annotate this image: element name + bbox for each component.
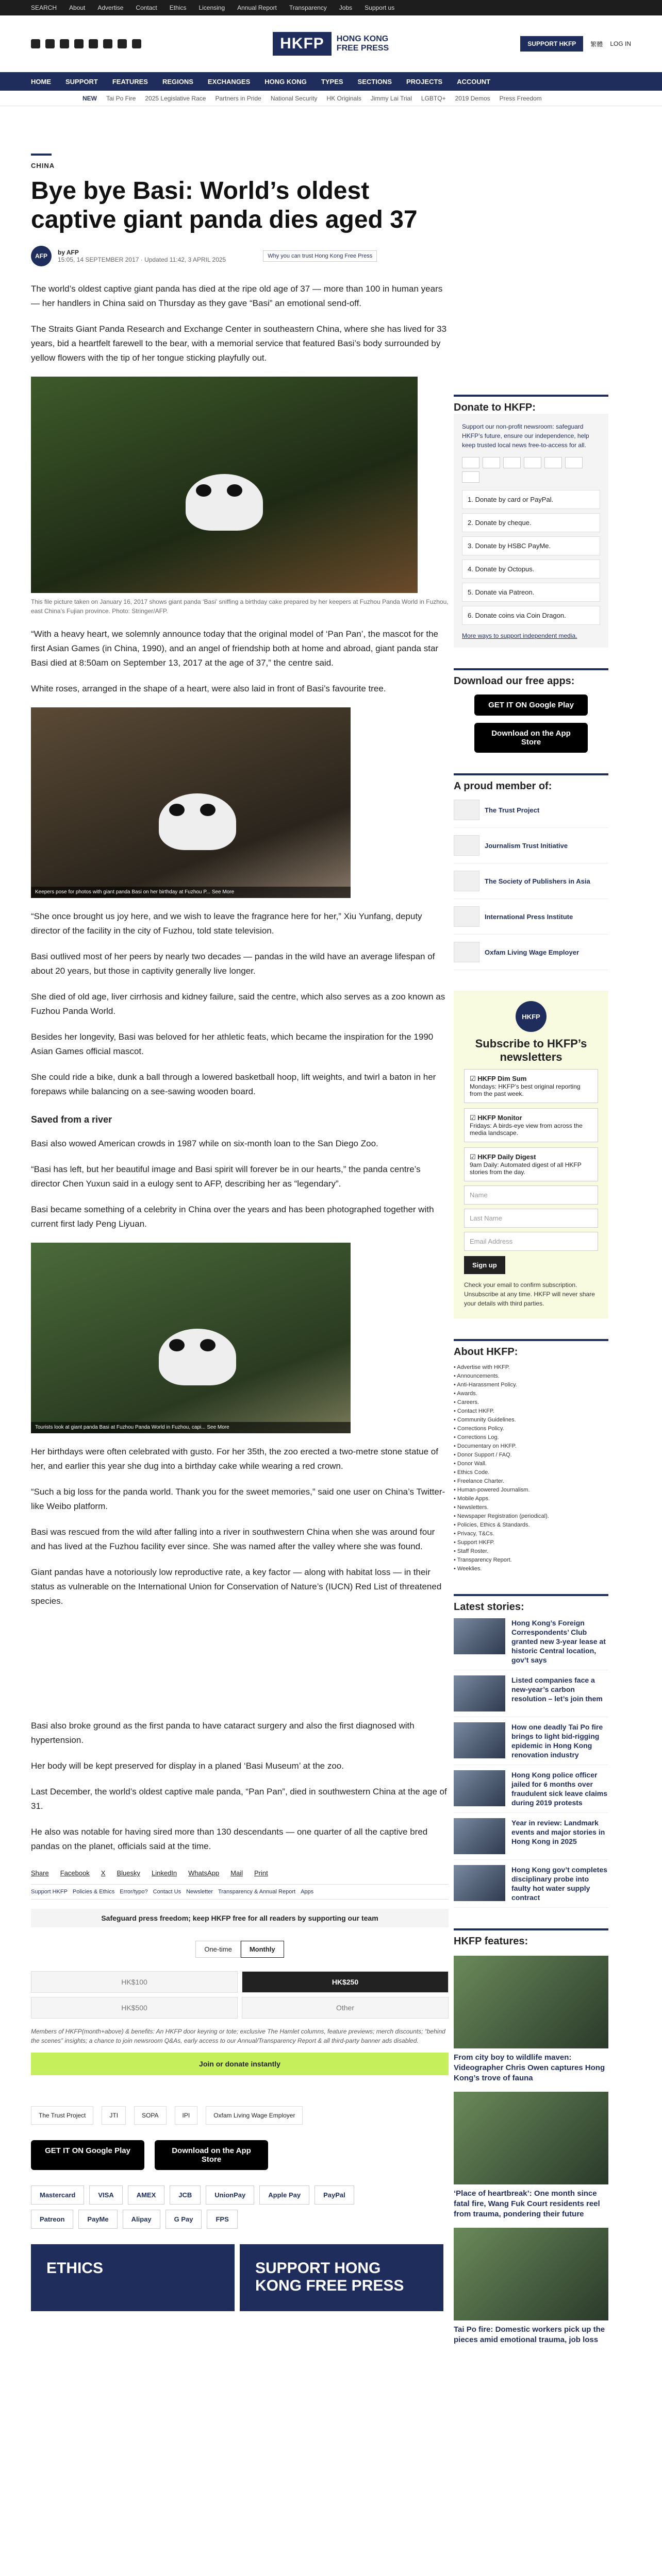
social-icons [31,39,141,48]
donate-option[interactable]: 6. Donate coins via Coin Dragon. [462,606,600,625]
topbar-jobs[interactable]: Jobs [339,4,353,11]
paragraph: Basi was rescued from the wild after falling into a river in southwestern China when she was around four and has lived at the Fuzhou facility ever since. She was named after the valley where she was found. [31,1527,435,1551]
card-logos [462,457,600,483]
pay-payme-logo: PayMe [78,2210,117,2229]
about-link[interactable]: • Anti-Harassment Policy. [454,1382,517,1388]
pay-paypal-logo: PayPal [315,2185,354,2205]
story-title[interactable]: Year in review: Landmark events and major stories in Hong Kong in 2025 [511,1819,605,1845]
sidebar [454,106,608,2345]
payment-logos [31,2185,392,2229]
org-name: International Press Institute [485,912,573,921]
paragraph: Last December, the world’s oldest captive male panda, “Pan Pan”, died in southwestern China at the age of 31. [31,1787,447,1811]
latest-story[interactable] [454,1813,608,1860]
about-links [454,1363,608,1573]
subheading: Saved from a river [31,1114,112,1125]
nav-types[interactable]: TYPES [321,77,343,86]
badge-jti[interactable]: JTI [102,2106,126,2125]
member-title: A proud member of: [454,773,608,792]
pay-mastercard-logo: Mastercard [31,2185,84,2205]
footer-link-error-typo[interactable]: Error/typo? [120,1889,148,1895]
paypal-icon [565,457,583,468]
logo-line-1: HONG KONG [336,35,389,43]
org-name: The Society of Publishers in Asia [485,877,590,885]
paragraph: Basi became something of a celebrity in China over the years and has been photographed together with current first lady Peng Liyuan. [31,1205,434,1229]
membership-benefits: Members of HKFP(month+above) & benefits: An HKFP door keyring or tote; exclusive The Hamlet columns, feature previews; merch discounts; “behind the scenes” insights; a chance to join newsroom Q&As, early access to our Annual/Transparency Report & all third-party banner ads disabled. [31,2028,445,2044]
topbar-contact[interactable]: Contact [136,4,157,11]
nav-hong-kong[interactable]: HONG KONG [264,77,307,86]
badge-oxfam-living-wage-employer[interactable]: Oxfam Living Wage Employer [206,2106,303,2125]
footer-link-support-hkfp[interactable]: Support HKFP [31,1889,68,1895]
latest-story[interactable] [454,1670,608,1717]
pay-alipay-logo: Alipay [123,2210,160,2229]
about-link[interactable]: • Announcements. [454,1373,500,1379]
paragraph: White roses, arranged in the shape of a heart, were also laid in front of Basi’s favourite tree. [31,684,386,693]
name-input[interactable]: Name [464,1185,598,1205]
paragraph: The world’s oldest captive giant panda has died at the ripe old age of 37 — more than 100 in human years — her handlers in China said on Thursday as they gave “Basi” an emotional send-off. [31,284,443,308]
latest-story[interactable] [454,1860,608,1908]
subnav-2019-demos[interactable]: 2019 Demos [455,94,490,102]
feature-image [454,2092,608,2184]
pay-fps-logo: FPS [207,2210,237,2229]
feature-story[interactable] [454,1956,608,2083]
pay-g-pay-logo: G Pay [166,2210,202,2229]
topbar-transparency[interactable]: Transparency [289,4,327,11]
topbar-ethics[interactable]: Ethics [169,4,187,11]
subnav-tai-po-fire[interactable]: Tai Po Fire [106,94,136,102]
paragraph: Basi outlived most of her peers by nearly two decades — pandas in the wild have an average lifespan of about 20 years, but those in captivity generally live longer. [31,952,435,976]
pay-visa-logo: VISA [89,2185,122,2205]
about-link[interactable]: • Advertise with HKFP. [454,1364,510,1370]
amount-option[interactable]: HK$100 [31,1971,238,1993]
topbar-licensing[interactable]: Licensing [198,4,225,11]
getty-embed-photo[interactable] [31,707,351,898]
paragraph: “She once brought us joy here, and we wish to leave the fragrance here for her,” Xiu Yunfang, deputy director of the facility in the city of Fuzhou, told state television. [31,911,422,936]
footer-link-policies-ethics[interactable]: Policies & Ethics [72,1889,115,1895]
donate-widget [454,414,608,648]
subnav-hk-originals[interactable]: HK Originals [326,94,361,102]
share-linkedin[interactable]: LinkedIn [152,1869,177,1877]
donate-option[interactable]: 3. Donate by HSBC PayMe. [462,536,600,555]
nav-features[interactable]: FEATURES [112,77,148,86]
org-name: Oxfam Living Wage Employer [485,948,580,956]
frequency-toggle [31,1941,449,1958]
about-title: About HKFP: [454,1339,608,1358]
one-time-option[interactable]: One-time [195,1941,240,1958]
paragraph: Basi also wowed American crowds in 1987 while on six-month loan to the San Diego Zoo. [31,1139,378,1148]
member-org[interactable] [454,935,608,970]
about-link[interactable]: • Awards. [454,1391,477,1397]
pay-unionpay-logo: UnionPay [206,2185,254,2205]
subnav-items [106,95,542,102]
amount-option[interactable]: HK$500 [31,1997,238,2019]
share-print[interactable]: Print [254,1869,268,1877]
embed-caption-bar: Tourists look at giant panda Basi at Fuzhou Panda World in Fuzhou, capi... See More [31,1422,351,1433]
story-thumbnail [454,1618,505,1654]
promo-support-hong-kong-free-press[interactable]: SUPPORT HONG KONG FREE PRESS [240,2244,443,2311]
paragraph: “Such a big loss for the panda world. Thank you for the sweet memories,” said one user on China’s Twitter-like Weibo platform. [31,1487,445,1511]
publish-date: 15:05, 14 SEPTEMBER 2017 · Updated 11:42, 3 APRIL 2025 [58,256,226,263]
newsletter-desc: 9am Daily: Automated digest of all HKFP stories from the day. [470,1161,582,1176]
latest-story[interactable] [454,1613,608,1670]
app-store-button[interactable]: Download on the App Store [155,2140,268,2170]
story-title[interactable]: Hong Kong’s Foreign Correspondents’ Club granted new 3-year lease at historic Central location, gov’t says [511,1619,606,1664]
membership-badges [31,2106,449,2125]
story-thumbnail [454,1770,505,1806]
site-logo[interactable] [273,32,389,56]
org-name: Journalism Trust Initiative [485,841,568,850]
sidebar-app-store[interactable]: Download on the App Store [474,723,588,753]
donate-title: Donate to HKFP: [454,395,608,414]
member-org[interactable] [454,899,608,935]
topbar-annual-report[interactable]: Annual Report [237,4,277,11]
newsletter-signup [454,991,608,1318]
youtube-icon[interactable] [89,39,98,48]
newsletter-desc: Mondays: HKFP’s best original reporting from the past week. [470,1083,581,1097]
about-link[interactable]: • Careers. [454,1399,479,1405]
topbar-search[interactable]: SEARCH [31,4,57,11]
newsletter-logo: HKFP [516,1001,547,1032]
paragraph: He also was notable for having sired more than 130 descendants — one quarter of all the captive bred pandas on the planet, officials said at the time. [31,1827,428,1851]
header [0,15,662,72]
ad-space [31,1620,449,1707]
about-link[interactable]: • Transparency Report. [454,1557,512,1563]
org-logo [454,942,479,962]
feature-image [454,1956,608,2048]
footer-link-newsletter[interactable]: Newsletter [186,1889,213,1895]
about-link[interactable]: • Mobile Apps. [454,1496,490,1502]
donate-option[interactable]: 2. Donate by cheque. [462,513,600,532]
org-logo [454,871,479,891]
sub-nav [0,91,662,106]
more-ways-link[interactable]: More ways to support independent media. [462,632,577,639]
about-link[interactable]: • Community Guidelines. [454,1417,516,1423]
nav-account[interactable]: ACCOUNT [457,77,491,86]
nav-sections[interactable]: SECTIONS [357,77,392,86]
newsletter-name: ☑ HKFP Daily Digest [470,1153,536,1161]
newsletter-option[interactable] [464,1069,598,1103]
share-x[interactable]: X [101,1869,106,1877]
linkedin-icon[interactable] [118,39,127,48]
byline [31,246,449,266]
story-thumbnail [454,1865,505,1901]
unionpay-icon [544,457,562,468]
subnav-jimmy-lai-trial[interactable]: Jimmy Lai Trial [370,94,412,102]
footer-link-transparency-annual-report[interactable]: Transparency & Annual Report [218,1889,296,1895]
last-name-input[interactable]: Last Name [464,1209,598,1228]
newsletter-note: Check your email to confirm subscription. Unsubscribe at any time. HKFP will never share your details with third parties. [464,1281,595,1307]
amount-option[interactable]: HK$250 [242,1971,449,1993]
category-rule [31,154,52,156]
about-link[interactable]: • Privacy, T&Cs. [454,1531,494,1537]
login-link[interactable]: LOG IN [610,40,631,47]
donation-amounts [31,1971,449,2019]
newsletter-title: Subscribe to HKFP’s newsletters [475,1037,587,1063]
sign-up-button[interactable]: Sign up [464,1256,505,1274]
share-mail[interactable]: Mail [230,1869,243,1877]
author-avatar[interactable]: AFP [31,246,52,266]
newsletter-option[interactable] [464,1108,598,1142]
topbar-advertise[interactable]: Advertise [97,4,124,11]
story-title[interactable]: Hong Kong gov’t completes disciplinary probe into faulty hot water supply contract [511,1866,607,1902]
category-label[interactable]: CHINA [31,162,55,170]
paragraph: The Straits Giant Panda Research and Exchange Center in southeastern China, where she has lived for 33 years, bid a heartfelt farewell to the bear, with a memorial service that featured Basi’s body surrounded by yellow flowers with the tip of her tongue sticking playfully out. [31,324,447,363]
instagram-icon[interactable] [60,39,69,48]
apps-title: Download our free apps: [454,668,608,687]
google-play-button[interactable]: GET IT ON Google Play [31,2140,144,2170]
jcb-icon [524,457,541,468]
paragraph: “With a heavy heart, we solemnly announce today that the original model of ‘Pan Pan’, the mascot for the first Asian Games (in China, 1990), and an angel of friendship both at home and abroad, giant panda star Basi died at 8:50am on September 13, 2017 at the age of 37,” the centre said. [31,629,439,668]
article-title: Bye bye Basi: World’s oldest captive giant panda dies aged 37 [31,177,418,233]
paragraph: Besides her longevity, Basi was beloved for her athletic feats, which became the inspiration for the 1990 Asian Games official mascot. [31,1032,434,1056]
member-org[interactable] [454,863,608,899]
about-link[interactable]: • Documentary on HKFP. [454,1443,517,1449]
share-bar [31,1869,449,1877]
article-body [31,282,449,1854]
topbar-about[interactable]: About [69,4,86,11]
patreon-icon [462,471,479,483]
trust-link[interactable]: Why you can trust Hong Kong Free Press [263,250,377,262]
feature-image [454,2228,608,2320]
about-link[interactable]: • Staff Roster. [454,1548,489,1554]
about-link[interactable]: • Contact HKFP. [454,1408,494,1414]
promo-banners [31,2244,449,2311]
getty-embed-photo[interactable] [31,1243,351,1433]
subnav-2025-legislative-race[interactable]: 2025 Legislative Race [145,94,206,102]
nav-regions[interactable]: REGIONS [162,77,193,86]
latest-story[interactable] [454,1765,608,1813]
feature-story[interactable] [454,2092,608,2219]
newsletter-name: ☑ HKFP Dim Sum [470,1075,527,1082]
paragraph: She died of old age, liver cirrhosis and kidney failure, said the centre, which also serves as a zoo known as Fuzhou Panda World. [31,992,445,1016]
about-link[interactable]: • Ethics Code. [454,1469,490,1476]
org-logo [454,835,479,856]
paragraph: Her birthdays were often celebrated with gusto. For her 35th, the zoo erected a two-metre stone statue of her, and earlier this year she dug into a birthday cake while wearing a red crown. [31,1447,438,1471]
mastercard-icon [462,457,479,468]
feature-title[interactable]: Tai Po fire: Domestic workers pick up the pieces amid emotional trauma, job loss [454,2325,605,2344]
about-link[interactable]: • Weeklies. [454,1566,482,1572]
paragraph: She could ride a bike, dunk a ball through a lowered basketball hoop, lift weights, and twirl a baton in her forepaws while balancing on a see-sawing wooden board. [31,1072,436,1096]
org-logo [454,800,479,820]
pay-amex-logo: AMEX [128,2185,165,2205]
footer-link-apps[interactable]: Apps [301,1889,314,1895]
story-title[interactable]: How one deadly Tai Po fire brings to light bid-rigging epidemic in Hong Kong renovation industry [511,1723,603,1759]
new-label: NEW [82,94,97,102]
latest-story[interactable] [454,1717,608,1765]
subnav-national-security[interactable]: National Security [270,94,318,102]
badge-ipi[interactable]: IPI [175,2106,198,2125]
logo-text [337,35,389,53]
nav-support[interactable]: SUPPORT [65,77,98,86]
org-name: The Trust Project [485,806,540,814]
about-link[interactable]: • Human-powered Journalism. [454,1487,530,1493]
telegram-icon[interactable] [103,39,112,48]
embed-caption-bar: Keepers pose for photos with giant panda Basi on her birthday at Fuzhou P... See More [31,887,351,898]
story-thumbnail [454,1818,505,1854]
donate-option[interactable]: 1. Donate by card or PayPal. [462,490,600,509]
paragraph: Her body will be kept preserved for display in a planed ‘Basi Museum’ at the zoo. [31,1761,344,1771]
member-org[interactable] [454,792,608,828]
member-org[interactable] [454,828,608,863]
feature-title[interactable]: ‘Place of heartbreak’: One month since fatal fire, Wang Fuk Court residents reel from trauma, pondering their future [454,2189,600,2218]
logo-line-2: FREE PRESS [336,44,389,53]
donate-option[interactable]: 4. Donate by Octopus. [462,560,600,579]
share-facebook[interactable]: Facebook [60,1869,90,1877]
share-bluesky[interactable]: Bluesky [117,1869,140,1877]
newsletter-option[interactable] [464,1147,598,1181]
story-thumbnail [454,1675,505,1711]
paragraph: Giant pandas have a notoriously low reproductive rate, a key factor — along with habitat loss — in their status as vulnerable on the International Union for Conservation of Nature’s (IUCN) Red List of threatened species. [31,1567,442,1606]
story-thumbnail [454,1722,505,1758]
x-icon[interactable] [45,39,55,48]
pay-jcb-logo: JCB [170,2185,201,2205]
nav-exchanges[interactable]: EXCHANGES [207,77,251,86]
rss-icon[interactable] [132,39,141,48]
story-title[interactable]: Listed companies face a new-year’s carbon resolution – let’s join them [511,1676,603,1703]
subnav-lgbtq[interactable]: LGBTQ+ [421,94,446,102]
about-link[interactable]: • Donor Wall. [454,1461,487,1467]
amount-option[interactable]: Other [242,1997,449,2019]
nav-projects[interactable]: PROJECTS [406,77,443,86]
about-link[interactable]: • Policies, Ethics & Standards. [454,1522,530,1528]
paragraph: Basi also broke ground as the first panda to have cataract surgery and also the first diagnosed with hypertension. [31,1721,415,1745]
badge-the-trust-project[interactable]: The Trust Project [31,2106,93,2125]
badge-sopa[interactable]: SOPA [134,2106,166,2125]
about-link[interactable]: • Newsletters. [454,1504,489,1511]
about-link[interactable]: • Donor Support / FAQ. [454,1452,512,1458]
amex-icon [503,457,521,468]
about-link[interactable]: • Corrections Policy. [454,1426,504,1432]
pay-patreon-logo: Patreon [31,2210,73,2229]
app-buttons [31,2140,449,2170]
share-whatsapp[interactable]: WhatsApp [188,1869,220,1877]
feature-story[interactable] [454,2228,608,2345]
panda-birthday-photo [31,377,418,593]
story-title[interactable]: Hong Kong police officer jailed for 6 months over fraudulent sick leave claims during 2019 protests [511,1771,607,1807]
header-actions [520,36,631,52]
newsletter-name: ☑ HKFP Monitor [470,1114,522,1122]
about-link[interactable]: • Support HKFP. [454,1539,495,1546]
newsletter-desc: Fridays: A birds-eye view from across the media landscape. [470,1122,583,1137]
footer-link-contact-us[interactable]: Contact Us [153,1889,181,1895]
about-link[interactable]: • Freelance Charter. [454,1478,505,1484]
logo-mark: HKFP [273,32,332,56]
subnav-partners-in-pride[interactable]: Partners in Pride [215,94,261,102]
subnav-press-freedom[interactable]: Press Freedom [499,94,542,102]
paragraph: “Basi has left, but her beautiful image and Basi spirit will forever be in our hearts,” the panda centre’s director Chen Yuxun said in a eulogy sent to AFP, describing her as “legendary”. [31,1164,421,1189]
nav-home[interactable]: HOME [31,77,51,86]
top-bar [0,0,662,15]
main-nav [0,72,662,91]
threads-icon[interactable] [74,39,84,48]
latest-title: Latest stories: [454,1594,608,1613]
language-switch[interactable]: 繁體 [590,40,603,48]
features-title: HKFP features: [454,1928,608,1947]
about-link[interactable]: • Newspaper Registration (periodical). [454,1513,549,1519]
donate-text[interactable]: Support our non-profit newsroom: safeguard HKFP’s future, ensure our independence, help keep trusted local news free-to-access for all. [462,423,589,449]
pay-apple-pay-logo: Apple Pay [259,2185,309,2205]
author-name[interactable]: by AFP [58,249,79,256]
promo-ethics[interactable]: ETHICS [31,2244,235,2311]
monthly-option[interactable]: Monthly [241,1941,284,1958]
donate-option[interactable]: 5. Donate via Patreon. [462,583,600,602]
facebook-icon[interactable] [31,39,40,48]
article [31,106,449,2311]
photo-caption: This file picture taken on January 16, 2017 shows giant panda ‘Basi’ sniffing a birthday cake prepared by her keepers at Fuzhou Panda World in Fuzhou, east China’s Fujian province. Photo: Stringer/AFP. [31,598,449,615]
article-footer-links [31,1884,449,1900]
email-input[interactable]: Email Address [464,1232,598,1251]
donate-banner: Safeguard press freedom; keep HKFP free for all readers by supporting our team [31,1909,449,1927]
topbar-support-us[interactable]: Support us [365,4,395,11]
sidebar-google-play[interactable]: GET IT ON Google Play [474,694,588,716]
org-logo [454,906,479,927]
join-donate-button[interactable]: Join or donate instantly [31,2053,449,2075]
support-hkfp-button[interactable]: SUPPORT HKFP [520,36,583,52]
feature-title[interactable]: From city boy to wildlife maven: Videographer Chris Owen captures Hong Kong’s trove of fauna [454,2053,605,2082]
about-link[interactable]: • Corrections Log. [454,1434,499,1440]
visa-icon [483,457,500,468]
share-share[interactable]: Share [31,1869,49,1877]
